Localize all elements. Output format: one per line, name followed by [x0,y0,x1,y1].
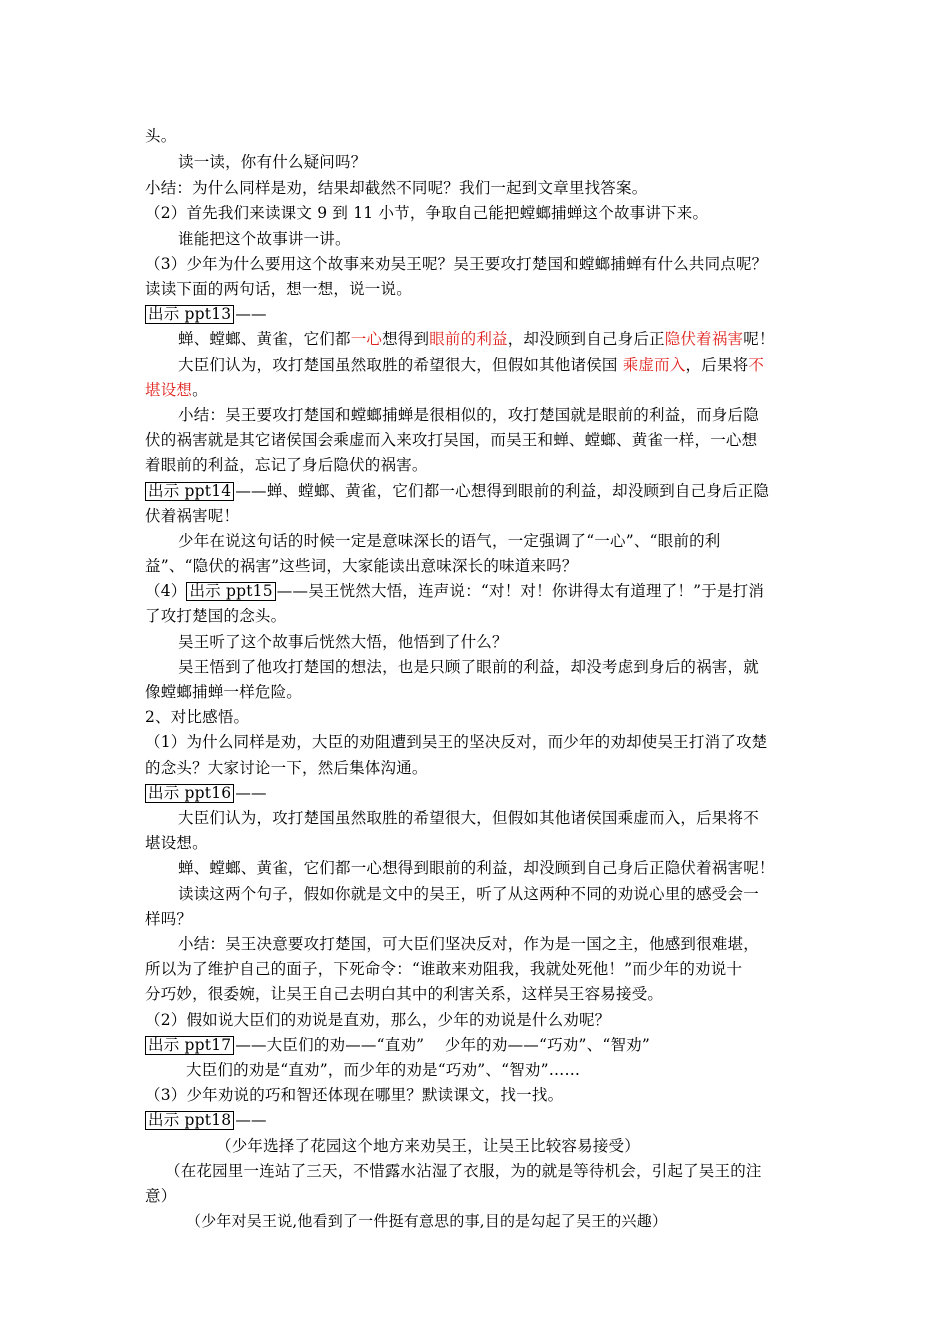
step-heading: （3）少年劝说的巧和智还体现在哪里？默读课文，找一找。 [145,1086,564,1104]
highlight-text: 眼前的利益 [429,330,508,348]
highlight-text: 堪设想 [145,381,193,399]
text-line: （少年选择了花园这个地方来劝吴王，让吴王比较容易接受） [216,1137,640,1155]
text-line: 着眼前的利益，忘记了身后隐伏的祸害。 [145,456,428,474]
text-span: （4） [145,582,187,600]
ppt-cue-line [145,581,764,601]
ppt-label-box: 出示 ppt17 [145,1036,234,1055]
quote-line [145,380,208,400]
text-line: 少年在说这句话的时候一定是意味深长的语气，一定强调了“一心”、“眼前的利 [178,532,721,550]
text-line: 读读下面的两句话，想一想，说一说。 [145,280,412,298]
text-span: —— [235,784,267,802]
quote-line [178,329,775,349]
summary-line: 小结：吴王要攻打楚国和螳螂捕蝉是很相似的，攻打楚国就是眼前的利益，而身后隐 [178,406,759,424]
ppt-cue-line [145,783,267,803]
text-line: 大臣们的劝是“直劝”，而少年的劝是“巧劝”、“智劝”…… [186,1061,581,1079]
text-line: 意） [145,1187,177,1205]
ppt-cue-line [145,1035,650,1055]
text-span: ——蝉、螳螂、黄雀，它们都一心想得到眼前的利益，却没顾到自己身后正隐 [235,482,770,500]
text-line: 了攻打楚国的念头。 [145,607,287,625]
highlight-text: 不 [748,356,765,374]
quote-line [178,355,764,375]
summary-line: 小结：为什么同样是劝，结果却截然不同呢？我们一起到文章里找答案。 [145,179,648,197]
text-line: 谁能把这个故事讲一讲。 [178,230,351,248]
text-line: 伏的祸害就是其它诸侯国会乘虚而入来攻打吴国，而吴王和蝉、螳螂、黄雀一样，一心想 [145,431,758,449]
text-line: 样吗？ [145,910,193,928]
text-line: 读读这两个句子，假如你就是文中的吴王，听了从这两种不同的劝说心里的感受会一 [178,885,759,903]
text-line: 吴王悟到了他攻打楚国的想法，也是只顾了眼前的利益，却没考虑到身后的祸害，就 [178,658,759,676]
quote-line: 大臣们认为，攻打楚国虽然取胜的希望很大，但假如其他诸侯国乘虚而入，后果将不 [178,809,759,827]
text-line: 所以为了维护自己的面子，下死命令：“谁敢来劝阻我，我就处死他！”而少年的劝说十 [145,960,743,978]
text-line: 伏着祸害呢！ [145,507,240,525]
text-line: 头。 [145,127,177,145]
text-span: ，却没顾到自己身后正 [507,330,665,348]
ppt-label-box: 出示 ppt13 [145,305,234,324]
text-span: —— [235,1111,267,1129]
quote-line: 堪设想。 [145,834,208,852]
text-line: 像螳螂捕蝉一样危险。 [145,683,303,701]
quote-line: 蝉、螳螂、黄雀，它们都一心想得到眼前的利益，却没顾到自己身后正隐伏着祸害呢！ [178,859,775,877]
text-line: 的念头？大家讨论一下，然后集体沟通。 [145,759,428,777]
text-line: 吴王听了这个故事后恍然大悟，他悟到了什么？ [178,633,508,651]
highlight-text: 隐伏着祸害 [664,330,744,348]
text-line: 读一读，你有什么疑问吗？ [178,153,367,171]
step-heading: （2）首先我们来读课文 9 到 11 小节，争取自己能把螳螂捕蝉这个故事讲下来。 [145,204,709,222]
text-span: 。 [192,381,208,399]
ppt-cue-line [145,304,267,324]
summary-line: 小结：吴王决意要攻打楚国，可大臣们坚决反对，作为是一国之主，他感到很难堪， [178,935,759,953]
text-line: 益”、“隐伏的祸害”这些词，大家能读出意味深长的味道来吗？ [145,557,578,575]
ppt-label-box: 出示 ppt14 [145,482,234,501]
text-span: 大臣们认为，攻打楚国虽然取胜的希望很大，但假如其他诸侯国 [178,356,623,374]
step-heading: （3）少年为什么要用这个故事来劝吴王呢？吴王要攻打楚国和螳螂捕蝉有什么共同点呢？ [145,255,768,273]
ppt-cue-line [145,481,769,501]
ppt-cue-line [145,1110,267,1130]
text-span: 想得到 [382,330,430,348]
section-heading: 2、对比感悟。 [145,708,250,726]
text-span: ——大臣们的劝——“直劝” 少年的劝——“巧劝”、“智劝” [235,1036,650,1054]
text-span: —— [235,305,267,323]
text-line: （在花园里一连站了三天，不惜露水沾湿了衣服，为的就是等待机会，引起了吴王的注 [165,1162,762,1180]
text-span: 呢！ [743,330,775,348]
ppt-label-box: 出示 ppt18 [145,1111,234,1130]
text-line: 分巧妙，很委婉，让吴王自己去明白其中的利害关系，这样吴王容易接受。 [145,985,664,1003]
text-span: ，后果将 [685,356,749,374]
text-line: （少年对吴王说,他看到了一件挺有意思的事,目的是勾起了吴王的兴趣） [186,1212,668,1230]
step-heading: （1）为什么同样是劝，大臣的劝阻遭到吴王的坚决反对，而少年的劝却使吴王打消了攻楚 [145,733,768,751]
highlight-text: 乘虚而入 [622,356,686,374]
highlight-text: 一心 [350,330,383,348]
step-heading: （2）假如说大臣们的劝说是直劝，那么，少年的劝说是什么劝呢？ [145,1011,611,1029]
text-span: ——吴王恍然大悟，连声说：“对！对！你讲得太有道理了！”于是打消 [276,582,765,600]
ppt-label-box: 出示 ppt16 [145,784,234,803]
text-span: 蝉、螳螂、黄雀，它们都 [178,330,351,348]
ppt-label-box: 出示 ppt15 [186,582,275,601]
